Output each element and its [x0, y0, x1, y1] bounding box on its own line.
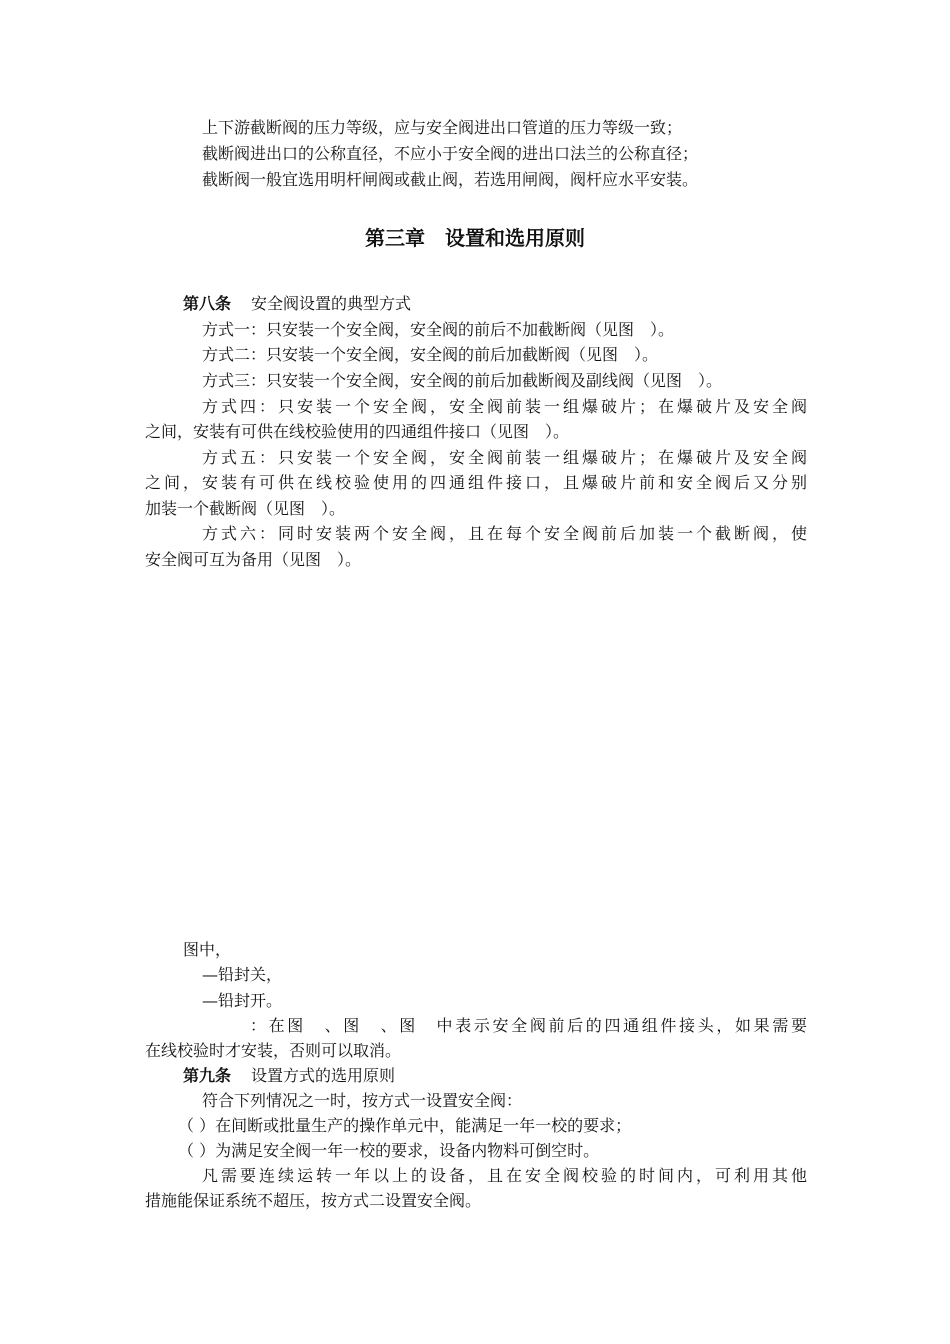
article-9-paragraph-2-line-1: 凡需要连续运转一年以上的设备，且在安全阀校验的时间内，可利用其他 [202, 1166, 807, 1185]
article-9-item-2: （ ）为满足安全阀一年一校的要求，设备内物料可倒空时。 [178, 1141, 600, 1160]
legend-sealed-closed: —铅封关， [202, 965, 283, 984]
mode-5-line-3: 加装一个截断阀（见图 ）。 [145, 499, 346, 518]
text-line: 截断阀进出口的公称直径，不应小于安全阀的进出口法兰的公称直径； [202, 144, 699, 163]
article-9-title: 设置方式的选用原则 [251, 1066, 396, 1085]
mode-2-line: 方式二：只安装一个安全阀，安全阀的前后加截断阀（见图 ）。 [202, 345, 659, 364]
legend-note-line-1: ：在图 、图 、图 中表示安全阀前后的四通组件接头，如果需要 [250, 1016, 807, 1035]
mode-5-line-2: 之间，安装有可供在线校验使用的四通组件接口，且爆破片前和安全阀后又分别 [145, 473, 807, 492]
mode-4-line-1: 方式四：只安装一个安全阀，安全阀前装一组爆破片；在爆破片及安全阀 [202, 397, 807, 416]
mode-4-line-2: 之间，安装有可供在线校验使用的四通组件接口（见图 ）。 [145, 422, 570, 441]
article-8-heading: 第八条 [183, 294, 232, 313]
mode-6-line-1: 方式六：同时安装两个安全阀，且在每个安全阀前后加装一个截断阀，使 [202, 524, 807, 543]
text-line: 上下游截断阀的压力等级，应与安全阀进出口管道的压力等级一致； [202, 118, 683, 137]
article-9-heading: 第九条 [183, 1066, 232, 1085]
article-9-paragraph-1: 符合下列情况之一时，按方式一设置安全阀： [202, 1091, 523, 1110]
text-line: 截断阀一般宜选用明杆闸阀或截止阀，若选用闸阀，阀杆应水平安装。 [202, 170, 699, 189]
article-8-heading-line [183, 292, 411, 316]
article-9-paragraph-2-line-2: 措施能保证系统不超压，按方式二设置安全阀。 [145, 1191, 482, 1210]
article-8-title: 安全阀设置的典型方式 [251, 294, 412, 313]
mode-3-line: 方式三：只安装一个安全阀，安全阀的前后加截断阀及副线阀（见图 ）。 [202, 371, 723, 390]
legend-note-line-2: 在线校验时才安装，否则可以取消。 [145, 1041, 402, 1060]
mode-6-line-2: 安全阀可互为备用（见图 ）。 [145, 550, 362, 569]
article-9-heading-line [183, 1064, 395, 1088]
article-9-item-1: （ ）在间断或批量生产的操作单元中，能满足一年一校的要求； [178, 1116, 632, 1135]
chapter-title: 第三章 设置和选用原则 [365, 226, 585, 250]
mode-1-line: 方式一：只安装一个安全阀，安全阀的前后不加截断阀（见图 ）。 [202, 320, 675, 339]
legend-intro: 图中， [183, 940, 232, 959]
legend-sealed-open: —铅封开。 [202, 991, 283, 1010]
mode-5-line-1: 方式五：只安装一个安全阀，安全阀前装一组爆破片；在爆破片及安全阀 [202, 448, 807, 467]
